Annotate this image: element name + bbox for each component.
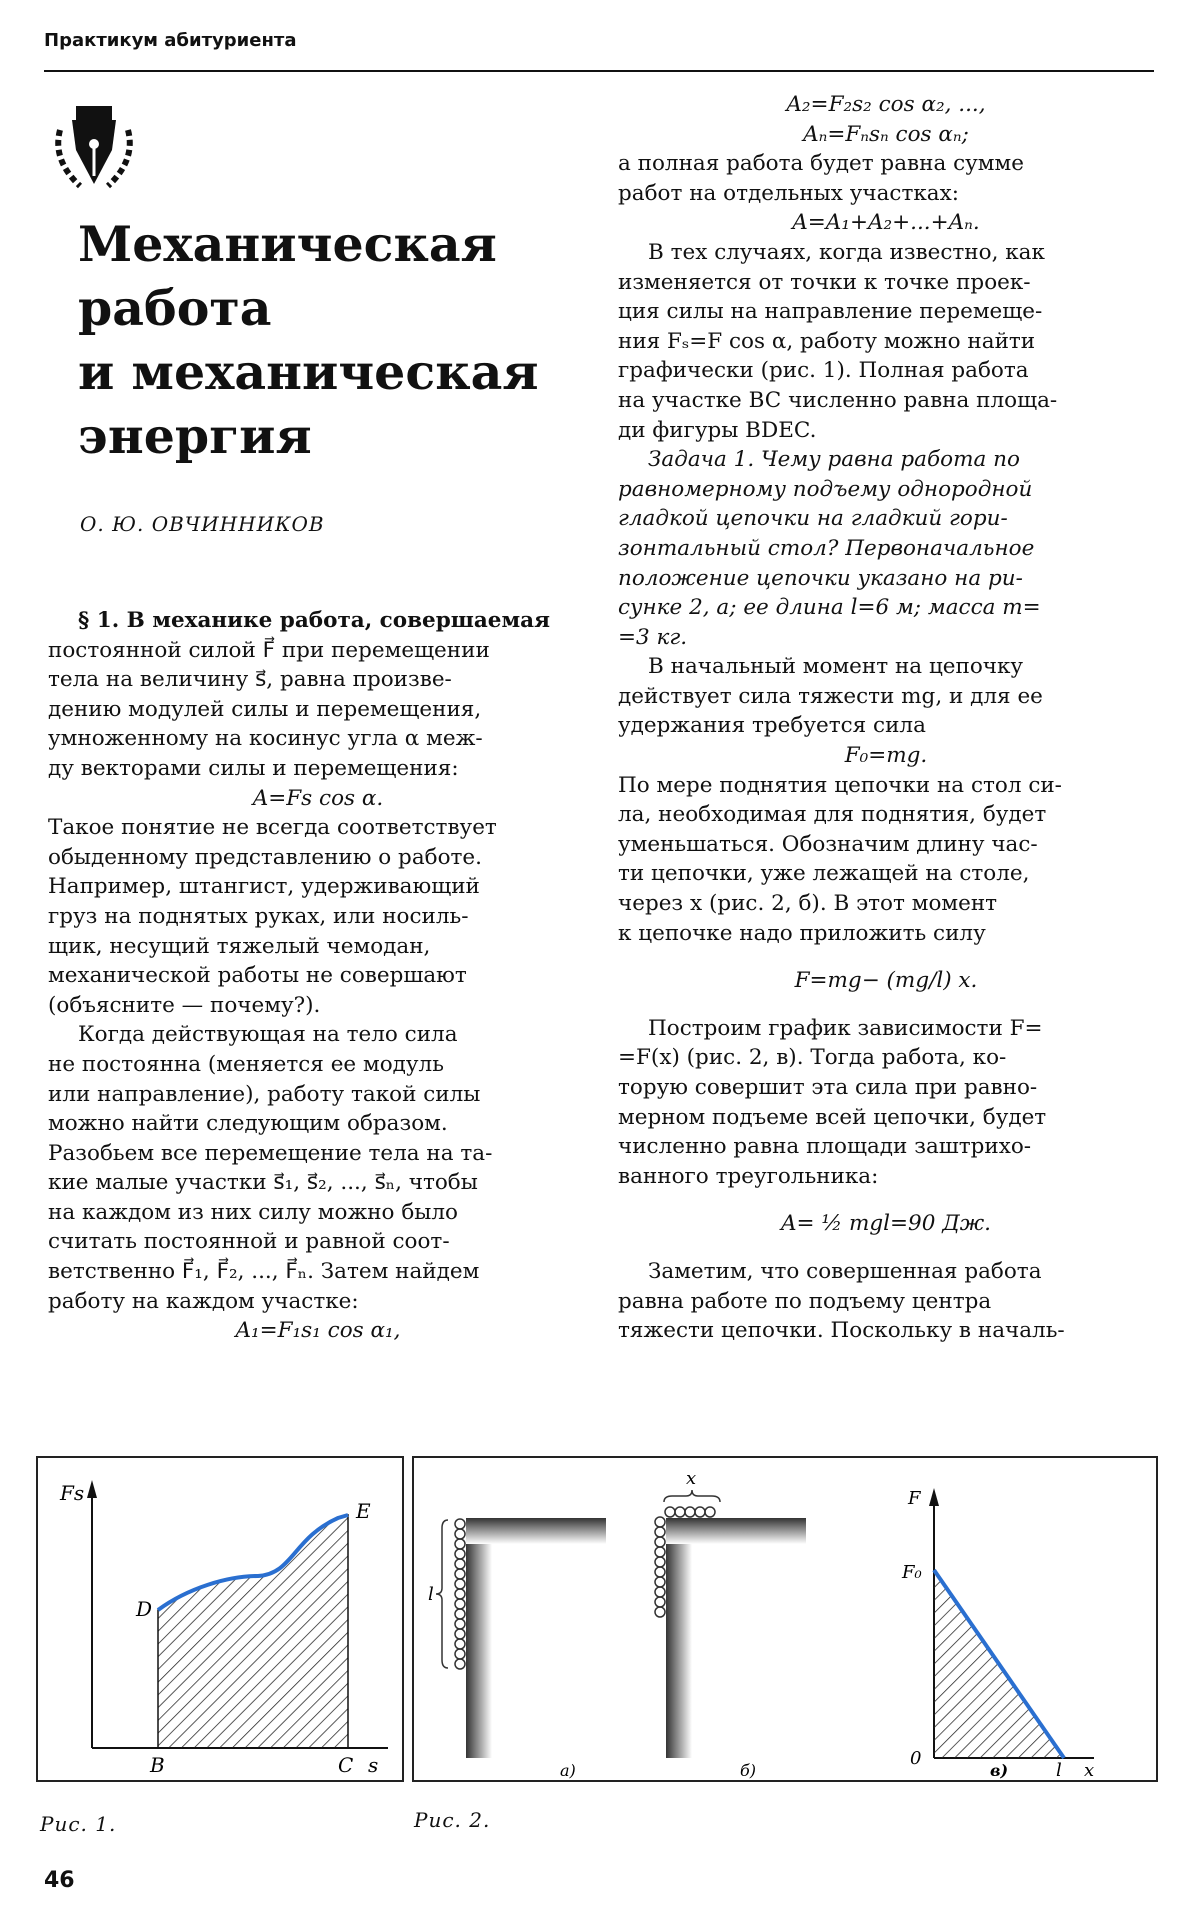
text-line: постоянной силой F⃗ при перемещении (48, 637, 490, 663)
text-line: механической работы не совершают (48, 963, 467, 989)
text-line: графически (рис. 1). Полная работа (618, 358, 1029, 384)
text-line: мерном подъеме всей цепочки, будет (618, 1104, 1047, 1130)
text-line: тела на величину s⃗, равна произве- (48, 667, 452, 693)
text-line: =F(x) (рис. 2, в). Тогда работа, ко- (618, 1045, 1007, 1071)
figure-1-graph (38, 1458, 402, 1780)
text-line: равна работе по подъему центра (618, 1288, 992, 1314)
text-line: ди фигуры BDEC. (618, 417, 817, 443)
label-f: F (908, 1488, 921, 1509)
text-line: сунке 2, а; ее длина l=6 м; масса m= (618, 595, 1041, 621)
formula: Aₙ=Fₙsₙ cos αₙ; (803, 121, 969, 147)
formula: A=Fs cos α. (252, 785, 384, 811)
article-title (78, 212, 598, 468)
text-line: тяжести цепочки. Поскольку в началь- (618, 1318, 1065, 1344)
label-x: x (686, 1468, 697, 1489)
text-line: дению модулей силы и перемещения, (48, 696, 482, 722)
text-line: действует сила тяжести mg, и для ее (618, 683, 1043, 709)
text-line: Например, штангист, удерживающий (48, 874, 480, 900)
text-line: к цепочке надо приложить силу (618, 920, 986, 946)
title-line: Механическая (78, 215, 497, 273)
text-line: торую совершит эта сила при равно- (618, 1075, 1038, 1100)
text-line: По мере поднятия цепочки на стол си- (618, 772, 1062, 798)
text-line: уменьшаться. Обозначим длину час- (618, 831, 1038, 857)
text-line: Построим график зависимости F= (648, 1015, 1043, 1041)
axis-label-s: s (368, 1753, 379, 1777)
text-line: ти цепочки, уже лежащей на столе, (618, 861, 1030, 887)
text-line: § 1. В механике работа, совершаемая (78, 608, 550, 633)
text-line: кие малые участки s⃗₁, s⃗₂, ..., s⃗ₙ, чтобы (48, 1170, 478, 1196)
text-line: можно найти следующим образом. (48, 1111, 448, 1137)
text-line: груз на поднятых руках, или носиль- (48, 903, 469, 929)
page-number: 46 (44, 1868, 75, 1893)
text-line: зонтальный стол? Первоначальное (618, 535, 1035, 561)
point-label-c: C (338, 1753, 354, 1777)
table-a (466, 1518, 606, 1758)
title-line: энергия (78, 407, 312, 465)
text-line: работу на каждом участке: (48, 1288, 359, 1314)
label-a: а) (560, 1761, 576, 1780)
text-line: ла, необходимая для поднятия, будет (618, 802, 1047, 828)
text-line: (объясните — почему?). (48, 992, 321, 1018)
text-line: гладкой цепочки на гладкий гори- (618, 506, 1008, 532)
label-v: в) (990, 1761, 1009, 1780)
title-line: и механическая (78, 343, 539, 401)
point-label-b: B (150, 1753, 165, 1777)
figure-2-caption: Рис. 2. (414, 1808, 491, 1832)
formula: A=A₁+A₂+...+Aₙ. (792, 210, 980, 236)
figure-1-caption: Рис. 1. (40, 1812, 117, 1836)
work-area (158, 1515, 348, 1748)
right-column (618, 90, 1154, 1346)
point-label-d: D (136, 1597, 153, 1621)
text-line: щик, несущий тяжелый чемодан, (48, 933, 431, 959)
length-brace (436, 1520, 448, 1668)
y-axis-arrow-icon (87, 1480, 97, 1498)
label-f0: F₀ (902, 1562, 922, 1583)
f-axis-arrow-icon (929, 1488, 939, 1506)
text-line: =3 кг. (618, 624, 688, 650)
text-line: ду векторами силы и перемещения: (48, 755, 459, 781)
formula: A₂=F₂s₂ cos α₂, ..., (786, 92, 986, 117)
running-header: Практикум абитуриента (44, 30, 297, 51)
text-line: на участке BC численно равна площа- (618, 387, 1058, 413)
text-line: Такое понятие не всегда соответствует (48, 815, 497, 841)
point-label-e: E (356, 1499, 371, 1523)
label-origin: 0 (910, 1748, 922, 1769)
label-x-graph: x (1084, 1760, 1095, 1780)
text-line: не постоянна (меняется ее модуль (48, 1051, 444, 1077)
header-rule (44, 70, 1154, 72)
fountain-pen-nib-icon (46, 100, 142, 196)
label-l: l (428, 1584, 434, 1605)
table-b (666, 1518, 806, 1758)
text-line: умноженному на косинус угла α меж- (48, 726, 483, 752)
text-line: через x (рис. 2, б). В этот момент (618, 891, 998, 917)
figure-2 (412, 1456, 1158, 1782)
figure-2-drawings (414, 1458, 1156, 1780)
text-line: а полная работа будет равна сумме (618, 151, 1024, 177)
formula: A₁=F₁s₁ cos α₁, (235, 1318, 401, 1344)
text-line: обыденному представлению о работе. (48, 844, 482, 870)
text-line: считать постоянной и равной соот- (48, 1229, 450, 1255)
axis-label-fs: Fs (60, 1481, 85, 1505)
formula: F=mg− (mg/l) x. (794, 968, 978, 994)
text-line: равномерному подъему однородной (618, 476, 1033, 502)
text-line: Заметим, что совершенная работа (648, 1258, 1042, 1284)
title-line: работа (78, 279, 272, 337)
text-line: работ на отдельных участках: (618, 180, 959, 206)
text-line: Задача 1. Чему равна работа по (648, 447, 1020, 473)
text-line: или направление), работу такой силы (48, 1081, 481, 1107)
x-brace (664, 1490, 720, 1502)
label-l-graph: l (1056, 1760, 1062, 1780)
figure-1 (36, 1456, 404, 1782)
author-name: О. Ю. ОВЧИННИКОВ (80, 512, 325, 536)
text-line: положение цепочки указано на ри- (618, 565, 1023, 591)
text-line: Разобьем все перемещение тела на та- (48, 1140, 493, 1166)
hanging-chain (455, 1519, 465, 1669)
left-column (48, 606, 588, 1346)
text-line: ветственно F⃗₁, F⃗₂, ..., F⃗ₙ. Затем найдем (48, 1259, 480, 1285)
text-line: ния Fₛ=F cos α, работу можно найти (618, 328, 1036, 354)
formula: A= ½ mgl=90 Дж. (780, 1211, 992, 1237)
text-line: ванного треугольника: (618, 1163, 879, 1189)
text-line: численно равна площади заштрихо- (618, 1134, 1032, 1160)
text-line: Когда действующая на тело сила (78, 1022, 458, 1048)
text-line: изменяется от точки к точке проек- (618, 269, 1031, 295)
text-line: В начальный момент на цепочку (648, 654, 1024, 680)
text-line: на каждом из них силу можно было (48, 1199, 458, 1225)
text-line: ция силы на направление перемеще- (618, 299, 1043, 325)
label-b: б) (740, 1761, 757, 1780)
text-line: В тех случаях, когда известно, как (648, 239, 1045, 265)
formula: F₀=mg. (844, 743, 928, 769)
text-line: удержания требуется сила (618, 713, 926, 739)
